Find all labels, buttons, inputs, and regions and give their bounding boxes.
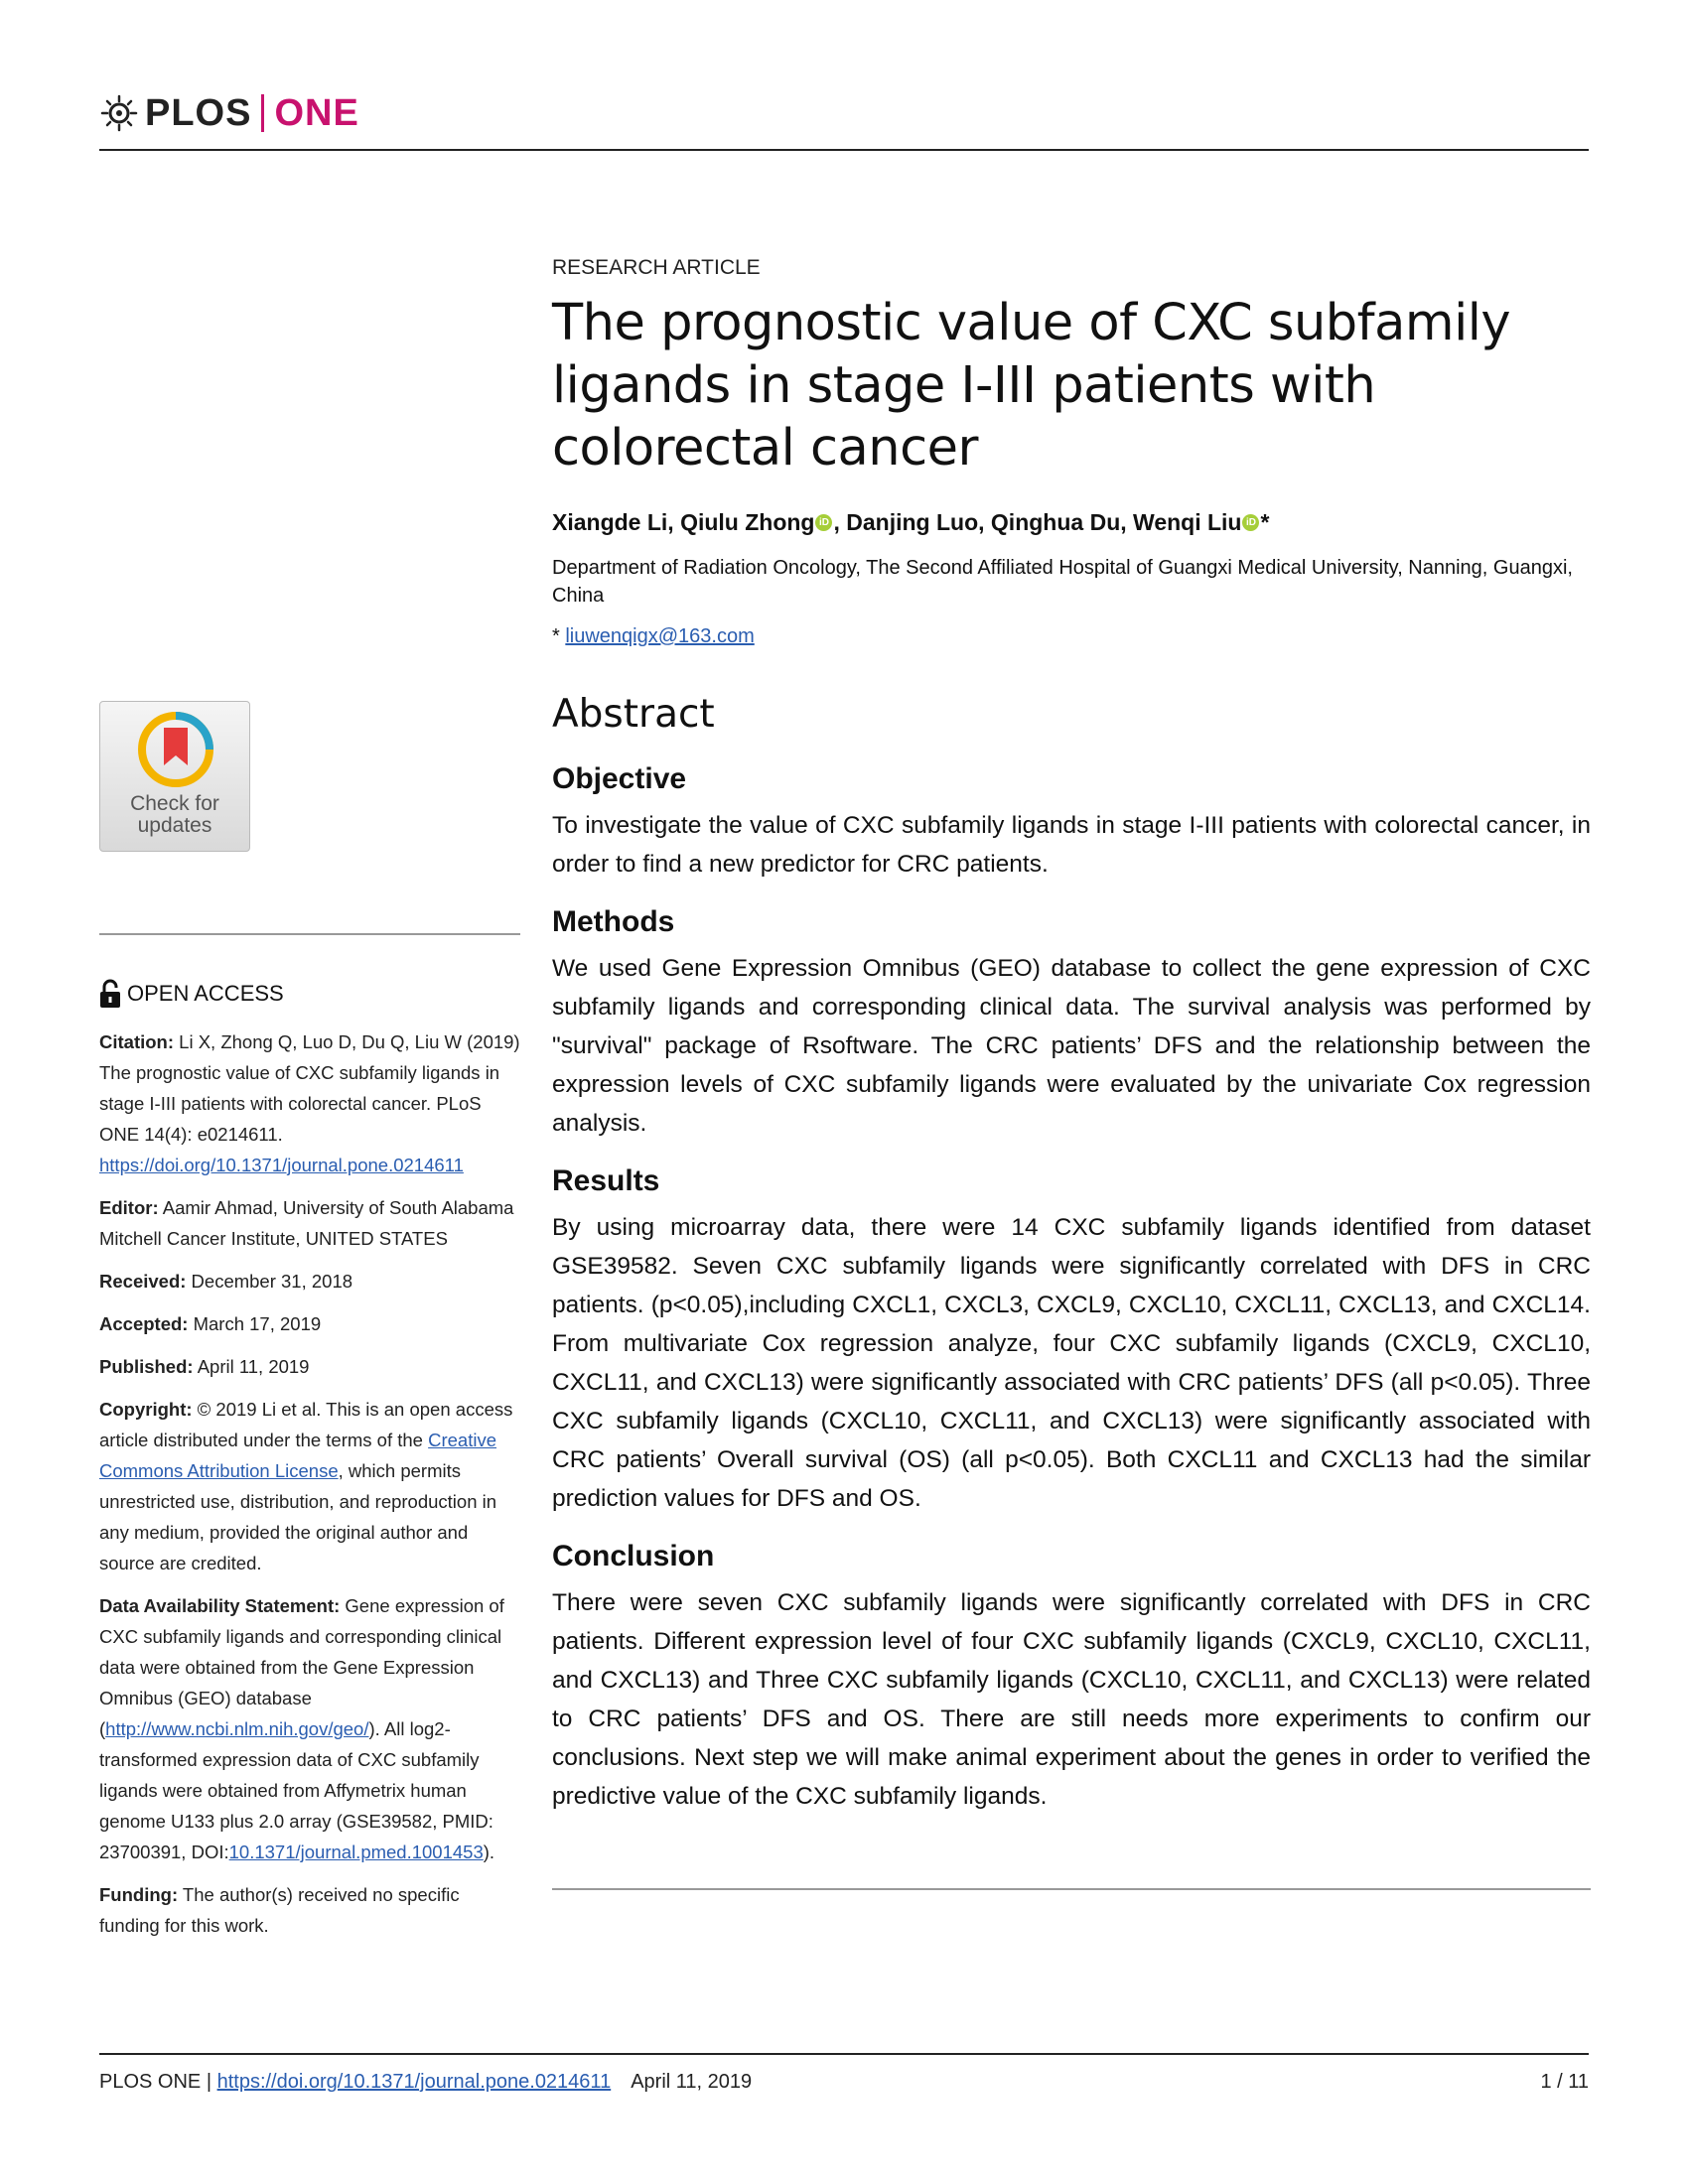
objective-heading: Objective [552, 762, 687, 795]
article-title: The prognostic value of CXC subfamily ligands in stage I-III patients with colorectal cancer [552, 294, 1511, 478]
copyright-text: © 2019 Li et al. This is an open access article distributed under the terms of the [99, 1399, 513, 1450]
results-text: By using microarray data, there were 14 CXC subfamily ligands identified from dataset GSE39582. Seven CXC subfamily ligands were significantly correlated with DFS in CRC patients. (p<0.05),including CXCL1, CXCL3, CXCL9, CXCL10, CXCL11, CXCL13, and CXCL14. From multivariate Cox regression analyze, four CXC subfamily ligands (CXCL9, CXCL10, CXCL11, and CXCL13) were significantly associated with CRC patients’ DFS (all p<0.05). Three CXC subfamily ligands (CXCL10, CXCL11, and CXCL13) were significantly associated with CRC patients’ Overall survival (OS) (all p<0.05). Both CXCL11 and CXCL13 had the similar prediction values for DFS and OS. [552, 1214, 1591, 1512]
footer-citation [99, 2071, 752, 2094]
check-for-updates-icon [136, 710, 215, 789]
orcid-icon[interactable]: iD [815, 514, 832, 531]
data-availability-text-2: ). All log2-transformed expression data of CXC subfamily ligands were obtained from Affymetrix human genome U133 plus 2.0 array (GSE39582, PMID: 23700391, DOI: [99, 1718, 493, 1862]
orcid-icon[interactable]: iD [1242, 514, 1259, 531]
author-name: Qinghua Du [990, 509, 1121, 535]
citation-text: Li X, Zhong Q, Luo D, Du Q, Liu W (2019) The prognostic value of CXC subfamily ligands in stage I-III patients with colorectal cancer. PLoS ONE 14(4): e0214611. [99, 1031, 520, 1145]
abstract-end-divider [552, 1888, 1591, 1890]
editor-text: Aamir Ahmad, University of South Alabama Mitchell Cancer Institute, UNITED STATES [99, 1197, 514, 1249]
geo-link[interactable]: http://www.ncbi.nlm.nih.gov/geo/ [105, 1718, 369, 1739]
corresponding-author [552, 625, 1591, 648]
methods-heading: Methods [552, 905, 675, 938]
copyright-text-tail: , which permits unrestricted use, distribution, and reproduction in any medium, provided the original author and source are credited. [99, 1460, 497, 1573]
footer-journal: PLOS ONE | [99, 2071, 217, 2093]
affiliation: Department of Radiation Oncology, The Second Affiliated Hospital of Guangxi Medical University, Nanning, Guangxi, China [552, 557, 1573, 607]
page-footer [99, 2071, 1589, 2101]
funding-label: Funding: [99, 1884, 179, 1905]
author-name: Xiangde Li [552, 509, 668, 535]
plos-logo-icon [99, 93, 139, 133]
citation-doi-link[interactable]: https://doi.org/10.1371/journal.pone.0214611 [99, 1155, 464, 1175]
plos-one-logo[interactable] [99, 91, 359, 135]
check-for-updates-label: Check for updates [130, 792, 219, 837]
footer-doi-link[interactable]: https://doi.org/10.1371/journal.pone.0214611 [216, 2071, 612, 2093]
data-availability-text-3: ). [483, 1842, 495, 1862]
received-label: Received: [99, 1271, 187, 1292]
page-number: 1 / 11 [1540, 2071, 1589, 2093]
abstract-heading: Abstract [552, 692, 715, 737]
conclusion-text: There were seven CXC subfamily ligands were significantly correlated with DFS in CRC patients. Different expression level of four CXC subfamily ligands (CXCL9, CXCL10, CXCL11, and CXCL13) and Three CXC subfamily ligands (CXCL10, CXCL11, and CXCL13) were related to CRC patients’ DFS and OS. There are still needs more experiments to confirm our conclusions. Next step we will make animal experiment about the genes in order to verified the predictive value of the CXC subfamily ligands. [552, 1589, 1591, 1810]
author-list [552, 509, 1591, 536]
check-for-updates-badge[interactable] [99, 701, 250, 852]
accepted-block [99, 1308, 520, 1339]
data-availability-text: Gene expression of CXC subfamily ligands and corresponding clinical data were obtained from the Gene Expression Omnibus (GEO) database ( [99, 1595, 504, 1739]
published-block [99, 1351, 520, 1382]
copyright-block [99, 1394, 520, 1578]
methods-text: We used Gene Expression Omnibus (GEO) database to collect the gene expression of CXC subfamily ligands and corresponding clinical data. The survival analysis was performed by "survival" package of Rsoftware. The CRC patients’ DFS and the relationship between the expression levels of CXC subfamily ligands were evaluated by the univariate Cox regression analysis. [552, 955, 1591, 1137]
editor-label: Editor: [99, 1197, 159, 1218]
funding-block [99, 1879, 520, 1941]
article-info-sidebar [99, 979, 520, 1953]
received-date: December 31, 2018 [191, 1271, 353, 1292]
author-separator: , [833, 509, 847, 535]
citation-label: Citation: [99, 1031, 175, 1052]
header-divider [99, 149, 1589, 151]
accepted-label: Accepted: [99, 1313, 189, 1334]
sidebar-divider [99, 933, 520, 935]
author-separator: , [978, 509, 991, 535]
logo-divider [261, 94, 264, 132]
funding-text: The author(s) received no specific funding for this work. [99, 1884, 460, 1936]
results-heading: Results [552, 1164, 660, 1197]
data-availability-block [99, 1590, 520, 1867]
journal-header [99, 91, 1589, 151]
author-name: Qiulu Zhong [680, 509, 815, 535]
data-availability-label: Data Availability Statement: [99, 1595, 341, 1616]
footer-date: April 11, 2019 [631, 2071, 753, 2093]
open-access-label: OPEN ACCESS [127, 981, 284, 1006]
editor-block [99, 1192, 520, 1254]
author-name: Wenqi Liu [1133, 509, 1242, 535]
objective-text: To investigate the value of CXC subfamily ligands in stage I-III patients with colorectal cancer, in order to find a new predictor for CRC patients. [552, 812, 1591, 878]
main-column [552, 256, 1591, 1838]
logo-one-text: ONE [274, 91, 359, 134]
logo-plos-text: PLOS [145, 91, 252, 134]
accepted-date: March 17, 2019 [193, 1313, 322, 1334]
conclusion-heading: Conclusion [552, 1540, 715, 1572]
pmed-doi-link[interactable]: 10.1371/journal.pmed.1001453 [228, 1842, 484, 1862]
license-link[interactable]: Creative Commons Attribution License [99, 1430, 497, 1481]
published-label: Published: [99, 1356, 194, 1377]
corresponding-marker: * [1260, 509, 1270, 535]
footer-divider [99, 2053, 1589, 2055]
published-date: April 11, 2019 [197, 1356, 310, 1377]
citation-block [99, 1026, 520, 1180]
author-name: Danjing Luo [846, 509, 979, 535]
received-block [99, 1266, 520, 1297]
open-access-badge [99, 979, 520, 1009]
corr-marker: * [552, 625, 566, 647]
author-separator: , [1120, 509, 1134, 535]
author-separator: , [667, 509, 681, 535]
open-lock-icon [99, 979, 121, 1009]
copyright-label: Copyright: [99, 1399, 193, 1420]
article-type: RESEARCH ARTICLE [552, 256, 761, 279]
corr-email-link[interactable]: liuwenqigx@163.com [565, 625, 755, 647]
